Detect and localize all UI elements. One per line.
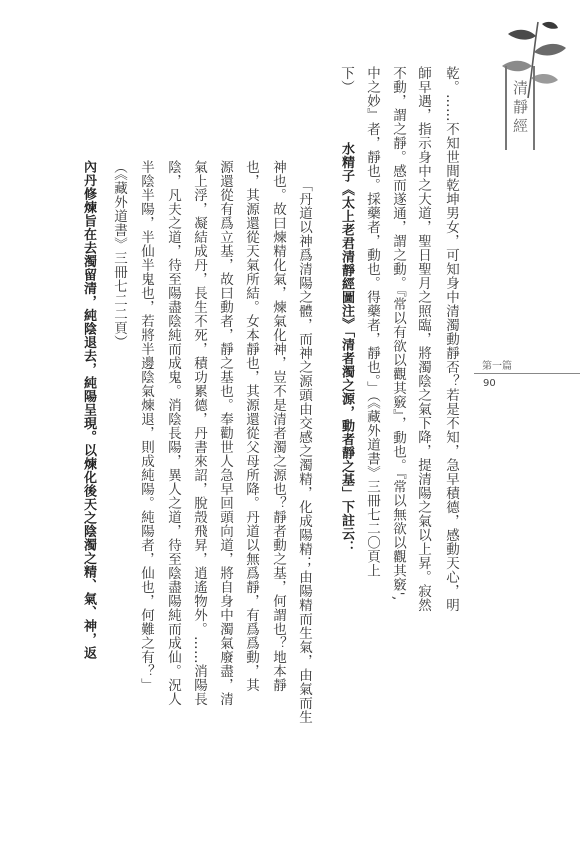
text-column: 中之妙』者，靜也。採藥者，動也。得藥者，靜也。」（《藏外道書》三冊七二〇頁上 xyxy=(364,66,380,578)
quote-column: 源還從有爲立基，故曰動者，靜之基也。奉勸世人急早回頭向道，將自身中濁氣廢盡，清 xyxy=(217,160,233,706)
page-number: 90 xyxy=(483,378,496,389)
quote-column: 陰，凡夫之道，待至陽盡陰純而成鬼。消陰長陽，異人之道，待至陰盡陽純而成仙。況人 xyxy=(165,160,181,706)
quote-column: 半陰半陽，半仙半鬼也，若將半邊陰氣煉退，則成純陽。純陽者，仙也，何難之有？」 xyxy=(138,160,154,692)
closing-paragraph: 內丹修煉旨在去濁留清，純陰退去，純陽呈現。以煉化後天之陰濁之精、氣、神，返 xyxy=(81,160,96,660)
quote-column: 「丹道以神爲清陽之體，而神之源頭由交感之濁精，化成陽精；由陽精而生氣，由氣而生 xyxy=(296,178,312,724)
quote-column: 神也。故曰煉精化氣，煉氣化神，豈不是清者濁之源也？靜者動之基，何謂也？地本靜 xyxy=(270,160,286,692)
text-column: 不動，謂之靜。感而遂通，謂之動。『常以有欲以觀其竅』，動也。『常以無欲以觀其竅', xyxy=(390,66,406,601)
text-column: 乾。……不知世間乾坤男女，可知身中清濁動靜否？若是不知，急早積德，感動天心，明 xyxy=(443,66,459,612)
quote-column: 氣上浮，凝結成丹，長生不死，積功累德，丹書來詔，脫殼飛昇，逍遙物外。……消陽長 xyxy=(191,160,207,706)
section-label: 第一篇 xyxy=(482,361,512,372)
text-column: 下） xyxy=(338,66,354,94)
quote-heading: 水精子《太上老君清靜經圖注》「清者濁之源，動者靜之基」下註云： xyxy=(339,142,354,554)
margin-rule xyxy=(474,373,580,374)
text-column: 師早遇，指示身中之大道，聖日聖月之照臨，將濁陰之氣下降，提清陽之氣以上昇。寂然 xyxy=(415,66,431,612)
quote-column: 也，其源還從天氣所結。女本靜也，其源還從父母所降。丹道以無爲靜，有爲爲動，其 xyxy=(243,160,259,692)
citation-column: （《藏外道書》三冊七二二頁） xyxy=(111,160,127,350)
book-title-logo: 清靜經 xyxy=(505,66,535,150)
